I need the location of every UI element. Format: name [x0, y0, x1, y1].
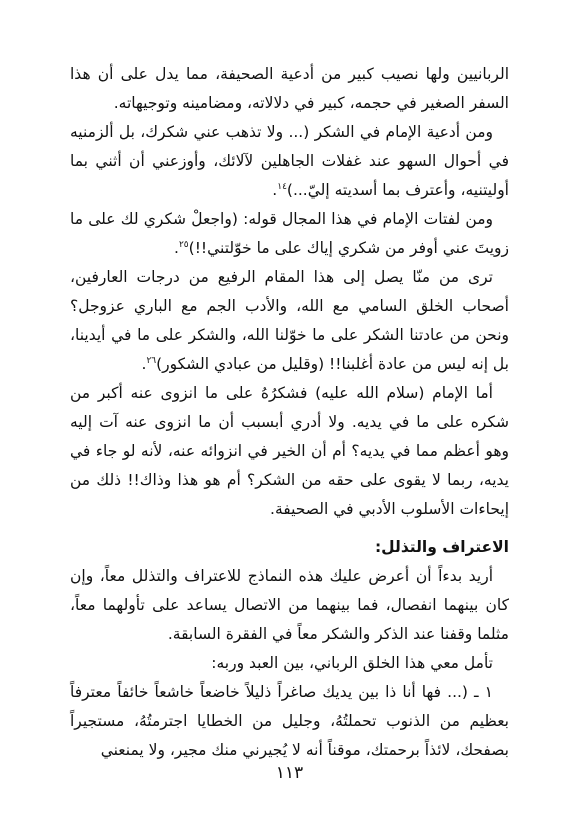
paragraph-1-text: الربانيين ولها نصيب كبير من أدعية الصحيفة، مما يدل على أن هذا السفر الصغير في حجمه، كبير في دلالاته، ومضامينه وتوجيهاته. [70, 65, 509, 112]
page-body [70, 60, 509, 765]
footnote-marker: ٢٥ [178, 239, 189, 250]
footnote-marker: ١٤ [277, 181, 287, 192]
paragraph-6 [70, 562, 509, 649]
paragraph-4-text: ترى من منّا يصل إلى هذا المقام الرفيع من درجات العارفين، أصحاب الخلق السامي مع الله، والأدب الجم مع الباري عزوجل؟ ونحن من عادتنا الشكر على ما خوّلنا الله، والشكر على ما في أيدينا، بل إنه ليس من عادة أغلبنا!! (وقليل من عبادي الشكور) [70, 268, 509, 373]
paragraph-3-text: ومن لفتات الإمام في هذا المجال قوله: (واجعلْ شكري لك على ما زويتَ عني أوفر من شكري إياك على ما خوّلتني!!) [70, 210, 509, 257]
paragraph-2-text: ومن أدعية الإمام في الشكر (... ولا تذهب عني شكرك، بل ألزمنيه في أحوال السهو عند غفلات الجاهلين لآلائك، وأوزعني أن أثني بما أوليتنيه، وأعترف بما أسديته إليّ...) [70, 123, 509, 199]
section-heading: الاعتراف والتذلل: [374, 538, 509, 556]
paragraph-1 [70, 60, 509, 118]
paragraph-2: ومن أدعية الإمام في الشكر (... ولا تذهب عني شكرك، بل ألزمنيه في أحوال السهو عند غفلات الجاهلين لآلائك، وأوزعني أن أثني بما أوليتنيه، وأعترف بما أسديته إليّ...)$^{١٤}$. [70, 123, 509, 199]
paragraph-4: ترى من منّا يصل إلى هذا المقام الرفيع من درجات العارفين، أصحاب الخلق السامي مع الله، والأدب الجم مع الباري عزوجل؟ ونحن من عادتنا الشكر على ما خوّلنا الله، والشكر على ما في أيدينا، بل إنه ليس من عادة أغلبنا!! (وقليل من عبادي الشكور)$^{٢٦}$. [70, 268, 509, 373]
paragraph-3: ومن لفتات الإمام في هذا المجال قوله: (واجعلْ شكري لك على ما زويتَ عني أوفر من شكري إياك على ما خوّلتني!!)$^{٢٥}$. [70, 210, 509, 257]
paragraph-8 [70, 678, 509, 765]
footnote-marker: ٢٦ [146, 355, 157, 366]
paragraph-7 [70, 649, 509, 678]
paragraph-5-text: أما الإمام (سلام الله عليه) فشكرُهُ على ما انزوى عنه أكبر من شكره على ما في يديه. ولا أدري أبسبب أن ما انزوى عنه آت إليه وهو أعظم مما في يديه؟ أم أن الخير في انزوائه عنه، لأنه لو جاء في يديه، ربما لا يقوى على حقه من الشكر؟ أم هو هذا وذاك!! ذلك من إيحاءات الأسلوب الأدبي في الصحيفة. [70, 384, 509, 518]
paragraph-5 [70, 379, 509, 524]
paragraph-7-text: تأمل معي هذا الخلق الرباني، بين العبد وربه: [211, 654, 493, 672]
page-number: ١١٣ [275, 763, 304, 783]
paragraph-8-text: ١ ـ (... فها أنا ذا بين يديك صاغراً ذليلاً خاضعاً خاشعاً خائفاً معترفاً بعظيم من الذنوب تحملتُهُ، وجليل من الخطايا اجترمتُهُ، مستجيراً بصفحك، لائذاً برحمتك، موقناً أنه لا يُجيرني منك مجير، ولا يمنعني [70, 683, 509, 759]
paragraph-6-text: أريد بدءاً أن أعرض عليك هذه النماذج للاعتراف والتذلل معاً، وإن كان بينهما انفصال، فما بينهما من الاتصال يساعد على تأولهما معاً، مثلما وقفنا عند الذكر والشكر معاً في الفقرة السابقة. [70, 567, 509, 643]
